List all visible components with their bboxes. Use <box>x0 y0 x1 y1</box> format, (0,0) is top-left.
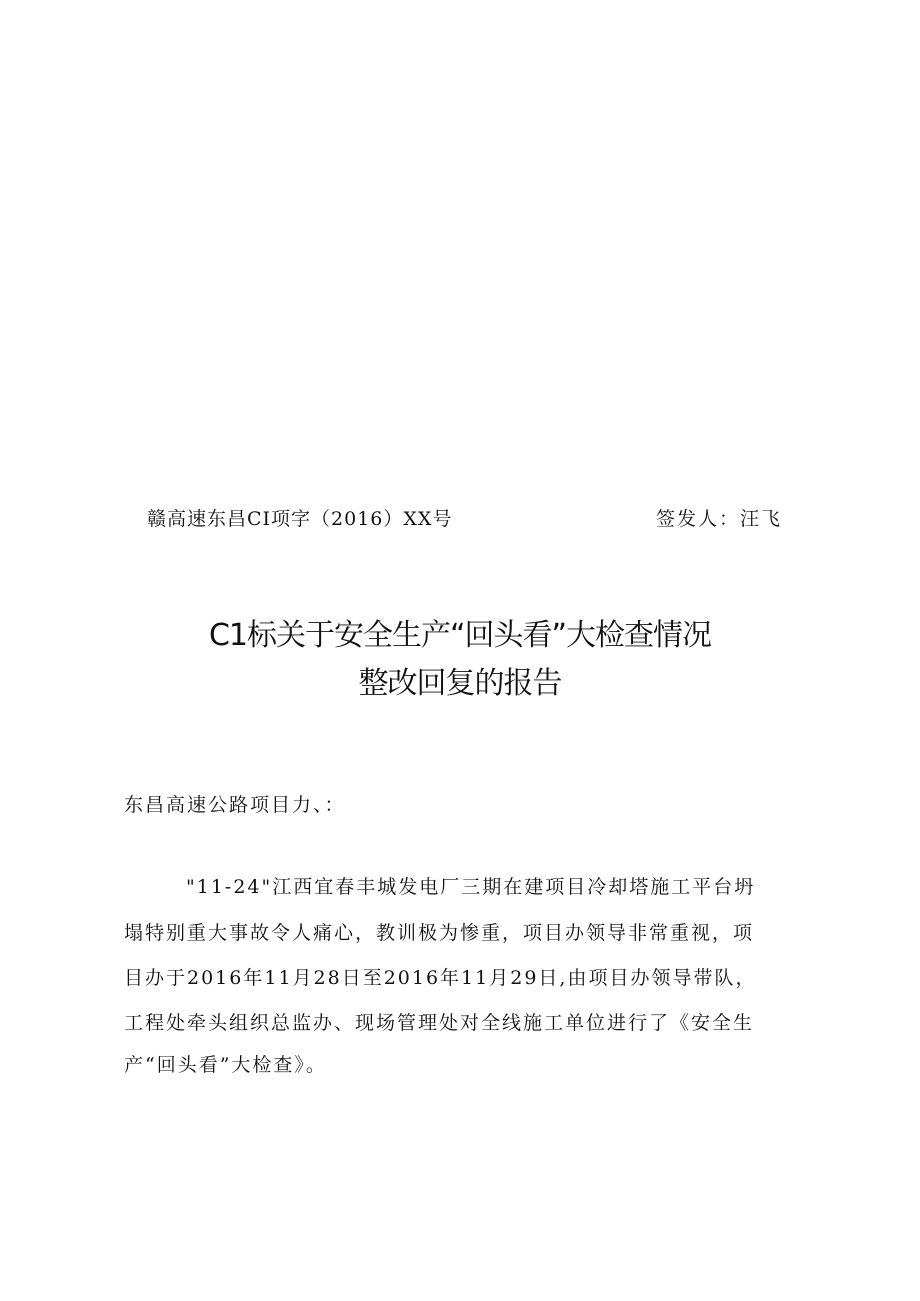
signer: 签发人：汪飞 <box>656 508 783 530</box>
paragraph-line: 产“回头看”大检查》。 <box>124 1054 327 1076</box>
salutation: 东昌高速公路项目力、： <box>124 794 346 816</box>
paragraph-line: 目办于2016年11月28日至2016年11月29日,由项目办领导带队， <box>124 967 757 989</box>
report-title-line-1: C1标关于安全生产“回头看”大检查情况 <box>208 618 712 653</box>
report-title-line-2: 整改回复的报告 <box>358 666 562 701</box>
paragraph-line: 工程处牵头组织总监办、现场管理处对全线施工单位进行了《安全生 <box>124 1012 755 1034</box>
paragraph-line: 塌特别重大事故令人痛心，教训极为惨重，项目办领导非常重视，项 <box>124 922 755 944</box>
document-number: 赣高速东昌CI项字（2016）XX号 <box>147 508 453 530</box>
paragraph-line: "11-24"江西宜春丰城发电厂三期在建项目冷却塔施工平台坍 <box>186 876 756 898</box>
